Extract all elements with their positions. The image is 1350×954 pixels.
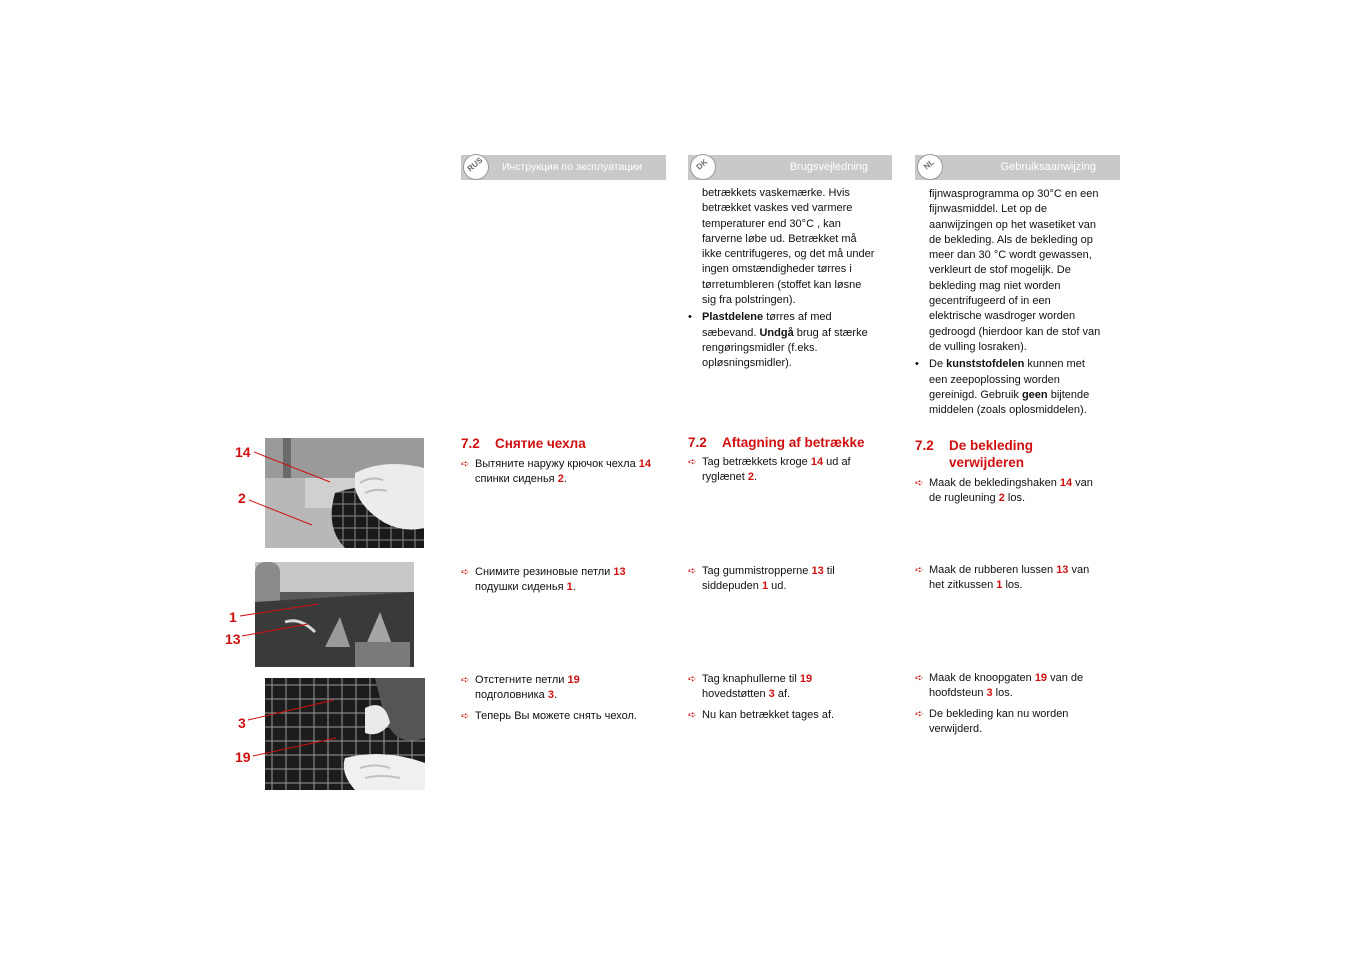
photo-label-3: 3 <box>238 715 246 731</box>
step-arrow-icon: ➪ <box>915 565 924 576</box>
heading-line: verwijderen <box>949 455 1025 470</box>
text: . <box>572 581 576 594</box>
text-line: opløsningsmidler). <box>702 357 792 370</box>
text-line: fijnwasmiddel. Let op de <box>929 203 1048 216</box>
text: los. <box>1002 579 1023 592</box>
text: brug af stærke <box>793 326 868 339</box>
text-line: ingen omstændigheder tørres i <box>702 263 852 276</box>
text-line: rengøringsmidler (f.eks. <box>702 341 818 354</box>
text-line: fijnwasprogramma op 30°C en een <box>929 188 1099 200</box>
ref-number: 19 <box>567 674 580 686</box>
text-line: betrækket vaskes ved varmere <box>702 202 853 215</box>
ref-number: 14 <box>638 458 651 470</box>
text: Tag gummistropperne <box>702 565 812 577</box>
text: Tag betrækkets kroge <box>702 456 811 468</box>
step-arrow-icon: ➪ <box>461 459 470 470</box>
bold-text: Plastdelene <box>702 311 764 324</box>
ref-number: 13 <box>613 566 626 578</box>
text: kunnen met <box>1024 358 1085 371</box>
heading-text: Aftagning af betrække <box>722 435 865 450</box>
text-line: middelen (zoals oplosmiddelen). <box>929 404 1087 417</box>
text: ud. <box>768 580 787 593</box>
heading-number: 7.2 <box>688 435 707 450</box>
step-arrow-icon: ➪ <box>915 708 924 720</box>
text: gereinigd. Gebruik <box>929 388 1022 401</box>
text-line: tørretumbleren (stoffet kan løsne <box>702 278 862 291</box>
header-title-dk: Brugsvejledning <box>789 161 868 173</box>
ref-number: 1 <box>996 579 1003 592</box>
text: siddepuden <box>702 580 762 593</box>
photo-label-14: 14 <box>235 444 251 460</box>
text: подушки сиденья <box>475 581 567 594</box>
ref-number: 13 <box>1056 564 1069 576</box>
ref-number: 3 <box>547 689 554 702</box>
text-line: sig fra polstringen). <box>702 294 796 307</box>
header-title-rus: Инструкция по эксплуатации <box>501 161 642 173</box>
text: van <box>1068 564 1090 576</box>
text: de rugleuning <box>929 492 999 505</box>
ref-number: 19 <box>799 673 813 685</box>
text: hoofdsteun <box>929 687 987 700</box>
text: . <box>753 471 758 484</box>
ref-number: 3 <box>986 687 993 700</box>
text: los. <box>992 687 1013 700</box>
text-line: een zeepoplossing worden <box>929 373 1060 386</box>
text: De <box>929 358 947 371</box>
text-line: gecentrifugeerd of in een <box>929 295 1051 308</box>
step-arrow-icon: ➪ <box>915 478 924 489</box>
header-title-nl: Gebruiksaanwijzing <box>1000 161 1096 173</box>
text: De bekleding kan nu worden <box>929 707 1069 720</box>
text: van <box>1072 477 1093 489</box>
text: tørres af med <box>763 311 832 324</box>
ref-number: 1 <box>761 580 769 593</box>
bold-text: geen <box>1021 388 1048 401</box>
ref-number: 19 <box>1034 672 1048 684</box>
ref-number: 3 <box>768 688 775 701</box>
text: verwijderd. <box>929 722 983 735</box>
text: Maak de bekledingshaken <box>929 477 1060 489</box>
text: . <box>563 473 567 486</box>
text: . <box>553 689 558 702</box>
bullet-dot: • <box>688 311 692 324</box>
text: van de <box>1047 672 1084 684</box>
ref-number: 14 <box>810 456 824 468</box>
step-arrow-icon: ➪ <box>915 673 924 684</box>
text: Отстегните петли <box>475 674 568 686</box>
language-badge-dk: DK <box>688 155 716 180</box>
text: til <box>823 565 835 577</box>
heading-number: 7.2 <box>461 436 480 451</box>
step-arrow-icon: ➪ <box>461 675 470 686</box>
step-arrow-icon: ➪ <box>461 567 470 578</box>
photo-label-1: 1 <box>229 609 237 625</box>
text: bijtende <box>1047 388 1090 401</box>
step-arrow-icon: ➪ <box>688 674 697 685</box>
text: Nu kan betrækket tages af. <box>702 708 835 721</box>
bold-text: kunststofdelen <box>946 358 1025 371</box>
text-line: de bekleding. Als de bekleding op <box>929 233 1093 246</box>
heading-number: 7.2 <box>915 438 934 453</box>
step-arrow-icon: ➪ <box>688 457 697 468</box>
text-line: aanwijzingen op het wasetiket van <box>929 218 1096 231</box>
text-line: meer dan 30 °C wordt gewassen, <box>929 249 1092 262</box>
text: ryglænet <box>702 471 748 484</box>
text: Tag knaphullerne til <box>702 673 800 685</box>
heading-text: Снятие чехла <box>495 436 586 451</box>
text-line: verkleurt de stof mogelijk. De <box>929 264 1071 277</box>
text: подголовника <box>475 689 548 702</box>
text-line: bekleding mag niet worden <box>929 279 1061 292</box>
text: af. <box>774 688 791 701</box>
text-line: betrækkets vaskemærke. Hvis <box>702 187 850 199</box>
text-line: gedroogd (hierdoor kan de stof van <box>929 325 1101 338</box>
text: hovedstøtten <box>702 688 769 701</box>
text: Maak de knoopgaten <box>929 672 1035 684</box>
text-line: ikke centrifugeres, og det må under <box>702 248 875 261</box>
ref-number: 1 <box>566 581 573 594</box>
ref-number: 2 <box>747 471 754 484</box>
step-arrow-icon: ➪ <box>688 709 697 721</box>
ref-number: 13 <box>811 565 824 577</box>
photo-label-19: 19 <box>235 749 251 765</box>
step-arrow-icon: ➪ <box>688 566 697 577</box>
heading-line: De bekleding <box>949 438 1034 453</box>
text: Снимите резиновые петли <box>475 566 614 578</box>
ref-number: 2 <box>998 492 1005 505</box>
ref-number: 14 <box>1059 477 1073 489</box>
text-line: farverne løbe ud. Betrækket må <box>702 232 857 245</box>
bold-text: Undgå <box>759 326 794 339</box>
language-badge-nl: NL <box>915 155 943 180</box>
text: Maak de rubberen lussen <box>929 564 1057 576</box>
text: Вытяните наружу крючок чехла <box>475 458 639 470</box>
photo-label-13: 13 <box>225 631 241 647</box>
photo-label-2: 2 <box>238 490 246 506</box>
bullet-dot: • <box>915 358 919 371</box>
text: ud af <box>823 456 851 468</box>
text: спинки сиденья <box>475 473 558 486</box>
text: Теперь Вы можете снять чехол. <box>475 709 637 722</box>
text-line: elektrische wasdroger worden <box>929 310 1076 323</box>
text-line: temperaturer end 30°C , kan <box>702 217 841 230</box>
language-badge-rus: RUS <box>461 155 489 180</box>
text-line: de vulling losraken). <box>929 340 1027 353</box>
text: los. <box>1004 492 1026 505</box>
text: sæbevand. <box>702 326 760 339</box>
step-arrow-icon: ➪ <box>461 710 470 722</box>
ref-number: 2 <box>557 473 564 486</box>
text: het zitkussen <box>929 579 997 592</box>
